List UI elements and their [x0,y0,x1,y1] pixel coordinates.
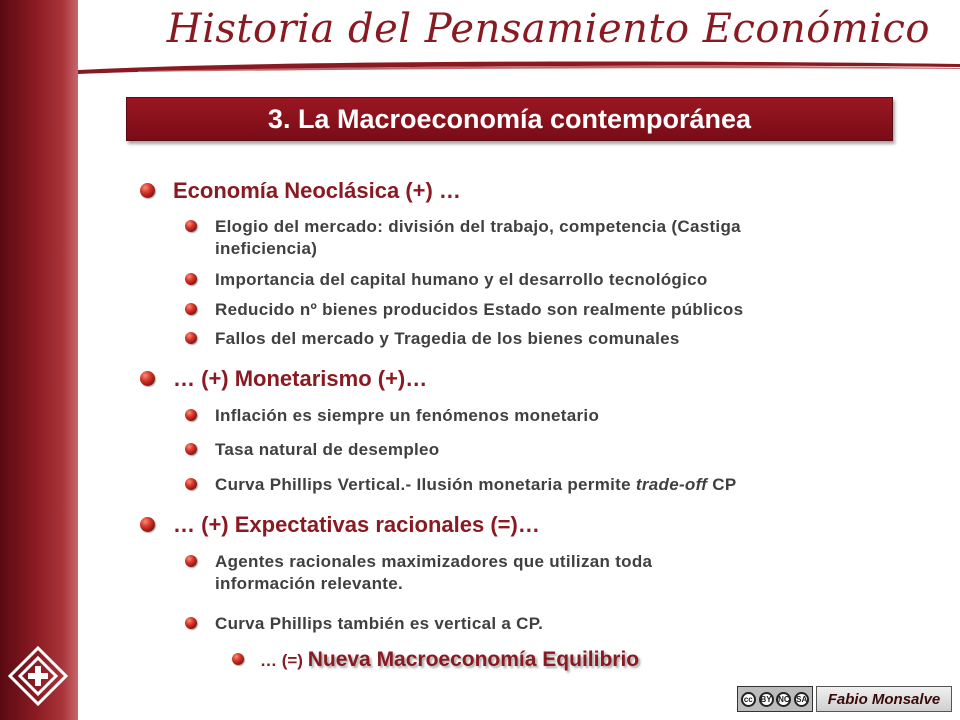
sub-bullet-inflacion [185,405,599,427]
cc-license-badge[interactable] [737,686,813,712]
bullet-dot-icon [140,517,155,532]
bullet-dot-icon [185,303,197,315]
bullet-dot-icon [140,183,155,198]
header-title: Historia del Pensamiento Económico [166,6,930,52]
sub-bullet-line: Agentes racionales maximizadores que utilizan toda [215,552,653,571]
bullet-dot-icon [140,371,155,386]
sub-sub-bullet-nueva-macro [232,648,639,672]
left-decorative-band [0,0,78,720]
author-badge: Fabio Monsalve [816,686,952,712]
bullet-dot-icon [185,332,197,344]
sub-bullet-label: Importancia del capital humano y el desarrollo tecnológico [215,270,708,289]
nc-icon: NC [776,692,791,707]
by-icon: BY [759,692,774,707]
bullet-dot-icon [185,409,197,421]
bullet-expectativas [140,512,540,538]
sub-bullet-tasa [185,439,439,461]
bullet-dot-icon [185,443,197,455]
sub-bullet-line: Elogio del mercado: división del trabajo, competencia (Castiga [215,217,741,236]
sub-bullet-elogio [185,216,741,260]
sub-bullet-line: información relevante. [215,574,403,593]
sub-bullet-bienes [185,299,743,321]
section-title: 3. La Macroeconomía contemporánea [126,97,893,141]
sa-icon: SA [794,692,809,707]
bullet-monetarismo [140,366,427,392]
sub-bullet-text-end: CP [707,475,737,494]
bullet-dot-icon [185,617,197,629]
sub-bullet-label: Reducido nº bienes producidos Estado son realmente públicos [215,300,744,319]
cc-icon: cc [741,692,756,707]
sub-bullet-text: Curva Phillips Vertical.- Ilusión monetaria permite [215,475,636,494]
bullet-dot-icon [185,555,197,567]
header-swoosh [78,58,960,76]
sub-sub-bullet-prefix: … (=) [260,651,308,670]
sub-bullet-agentes [185,551,652,595]
sub-bullet-italic: trade-off [635,475,708,494]
bullet-label: … (+) Expectativas racionales (=)… [173,512,540,537]
sub-bullet-line: ineficiencia) [215,239,318,258]
sub-bullet-capital [185,269,708,291]
bullet-dot-icon [185,273,197,285]
university-logo-icon [6,644,70,708]
sub-bullet-label: Curva Phillips también es vertical a CP. [215,614,544,633]
bullet-neoclasica [140,178,461,204]
sub-bullet-fallos [185,328,680,350]
highlight-nueva-macroeconomia: Nueva Macroeconomía Equilibrio [307,648,640,671]
sub-bullet-label: Inflación es siempre un fenómenos monetario [215,406,600,425]
sub-bullet-label: Fallos del mercado y Tragedia de los bienes comunales [215,329,680,348]
bullet-dot-icon [232,653,244,665]
bullet-label: Economía Neoclásica (+) … [173,178,461,203]
bullet-dot-icon [185,478,197,490]
bullet-label: … (+) Monetarismo (+)… [173,366,428,391]
sub-bullet-phillips-cp [185,613,543,635]
bullet-dot-icon [185,220,197,232]
sub-bullet-label: Tasa natural de desempleo [215,440,440,459]
sub-bullet-phillips-vertical [185,474,736,496]
